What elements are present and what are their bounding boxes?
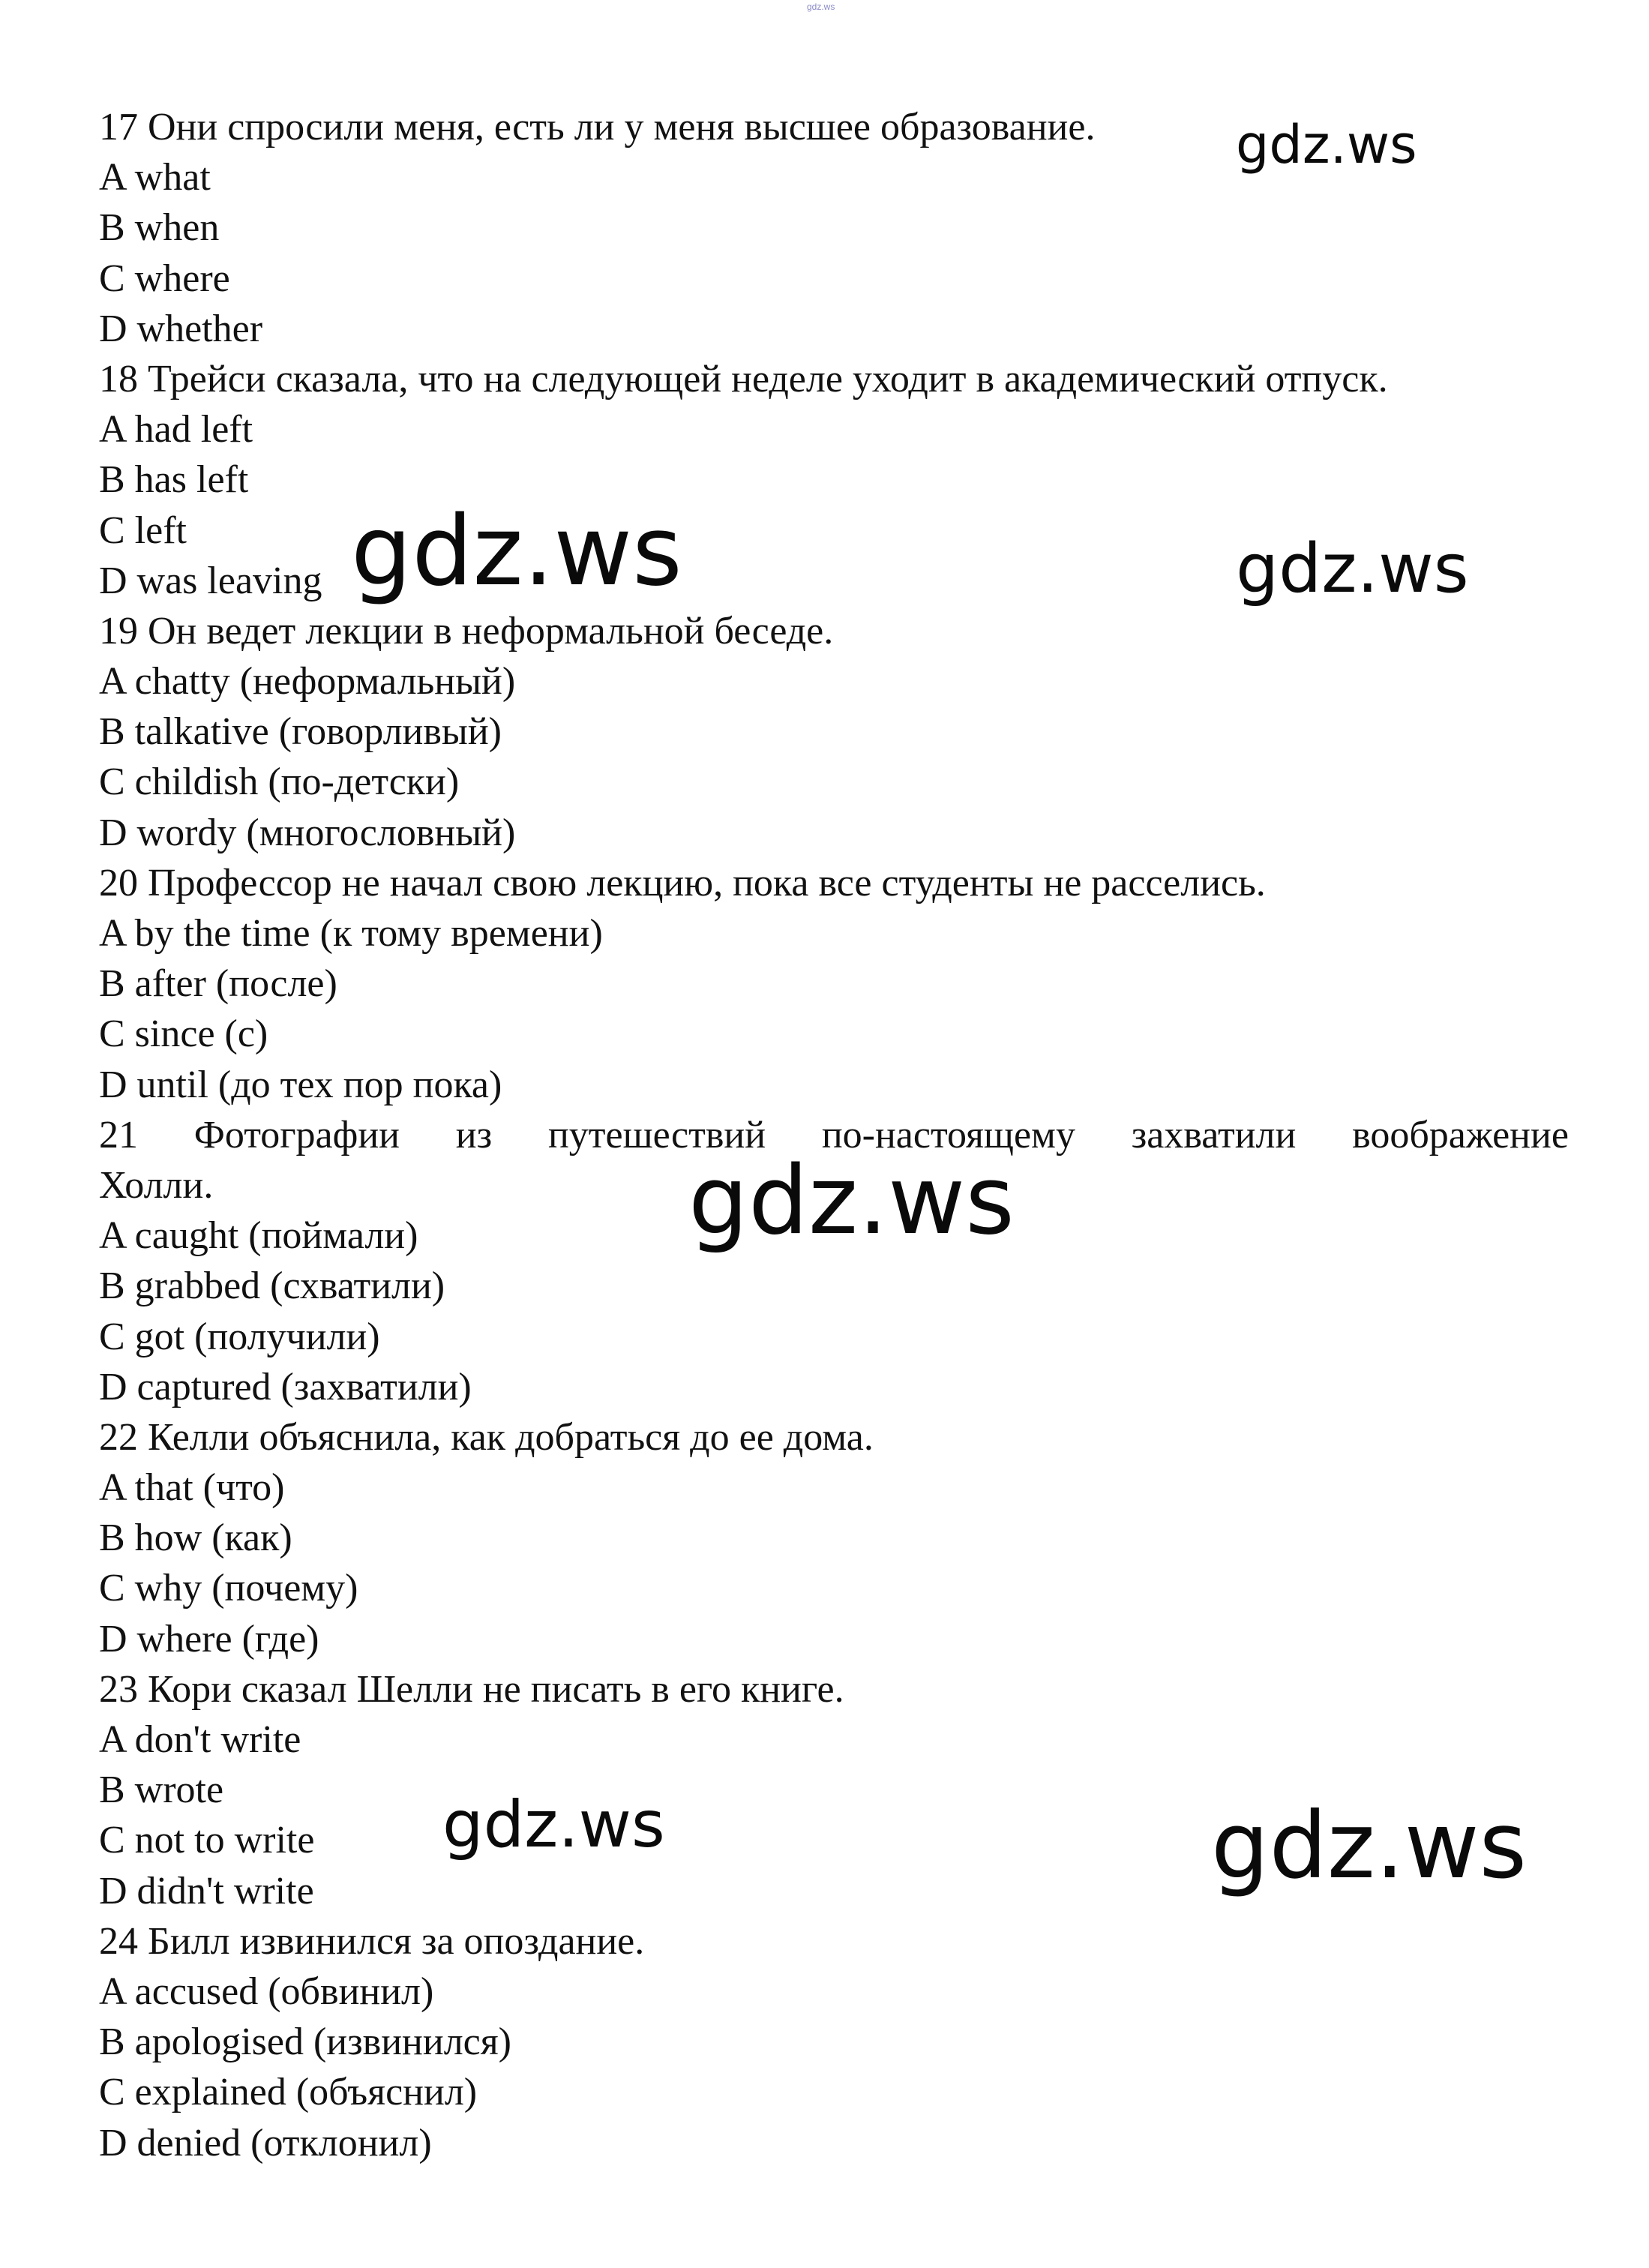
answer-option: A what bbox=[99, 156, 211, 200]
answer-option: D captured (захватили) bbox=[99, 1365, 472, 1408]
watermark: gdz.ws bbox=[442, 1787, 665, 1862]
answer-option: A had left bbox=[99, 408, 253, 452]
prompt-word: Фотографии bbox=[193, 1113, 400, 1156]
question-prompt: 18 Трейси сказала, что на следующей неделе уходит в академический отпуск. bbox=[99, 357, 1388, 400]
answer-option: C got (получили) bbox=[99, 1315, 380, 1358]
answer-option: A accused (обвинил) bbox=[99, 1970, 434, 2013]
answer-option: C not to write bbox=[99, 1819, 315, 1862]
answer-option: D wordy (многословный) bbox=[99, 811, 516, 854]
answer-option: C where bbox=[99, 256, 230, 300]
answer-option: D didn't write bbox=[99, 1869, 314, 1912]
answer-option: D where (где) bbox=[99, 1617, 319, 1660]
question-prompt-continued: Холли. bbox=[99, 1163, 214, 1207]
prompt-word: по-настоящему bbox=[821, 1113, 1075, 1156]
answer-option: A don't write bbox=[99, 1718, 301, 1761]
answer-option: B has left bbox=[99, 458, 249, 502]
header-mark: gdz.ws bbox=[807, 2, 835, 12]
watermark: gdz.ws bbox=[1236, 530, 1469, 608]
watermark: gdz.ws bbox=[351, 496, 682, 608]
answer-option: A caught (поймали) bbox=[99, 1214, 418, 1258]
prompt-word: 21 bbox=[99, 1113, 138, 1156]
watermark: gdz.ws bbox=[1236, 114, 1417, 176]
answer-option: D until (до тех пор пока) bbox=[99, 1063, 502, 1106]
answer-option: D denied (отклонил) bbox=[99, 2121, 432, 2164]
answer-option: C childish (по-детски) bbox=[99, 760, 460, 804]
question-prompt: 24 Билл извинился за опоздание. bbox=[99, 1919, 645, 1963]
answer-option: B apologised (извинился) bbox=[99, 2020, 511, 2064]
answer-option: C left bbox=[99, 508, 187, 552]
prompt-word: путешествий bbox=[547, 1113, 766, 1156]
answer-option: C explained (объяснил) bbox=[99, 2071, 478, 2114]
answer-option: B grabbed (схватили) bbox=[99, 1264, 445, 1308]
question-prompt: 22 Келли объяснила, как добраться до ее дома. bbox=[99, 1415, 874, 1459]
answer-option: D was leaving bbox=[99, 559, 322, 602]
answer-option: B when bbox=[99, 206, 220, 250]
answer-option: B wrote bbox=[99, 1768, 224, 1812]
answer-option: D whether bbox=[99, 307, 263, 350]
prompt-word: захватили bbox=[1131, 1113, 1297, 1156]
question-prompt: 23 Кори сказал Шелли не писать в его книге. bbox=[99, 1667, 844, 1711]
watermark: gdz.ws bbox=[688, 1145, 1015, 1256]
answer-option: C why (почему) bbox=[99, 1567, 358, 1610]
answer-option: B talkative (говорливый) bbox=[99, 710, 502, 754]
answer-option: B after (после) bbox=[99, 962, 337, 1006]
question-prompt: 19 Он ведет лекции в неформальной беседе. bbox=[99, 609, 834, 652]
answer-option: A by the time (к тому времени) bbox=[99, 912, 603, 955]
prompt-word: из bbox=[455, 1113, 493, 1156]
answer-option: B how (как) bbox=[99, 1516, 292, 1560]
question-prompt: 17 Они спросили меня, есть ли у меня высшее образование. bbox=[99, 106, 1096, 148]
question-prompt: 20 Профессор не начал свою лекцию, пока все студенты не расселись. bbox=[99, 861, 1266, 904]
answer-option: C since (с) bbox=[99, 1012, 268, 1056]
answer-option: A that (что) bbox=[99, 1466, 285, 1510]
answer-option: A chatty (неформальный) bbox=[99, 660, 516, 704]
watermark: gdz.ws bbox=[1211, 1792, 1528, 1899]
prompt-word: воображение bbox=[1352, 1113, 1569, 1156]
